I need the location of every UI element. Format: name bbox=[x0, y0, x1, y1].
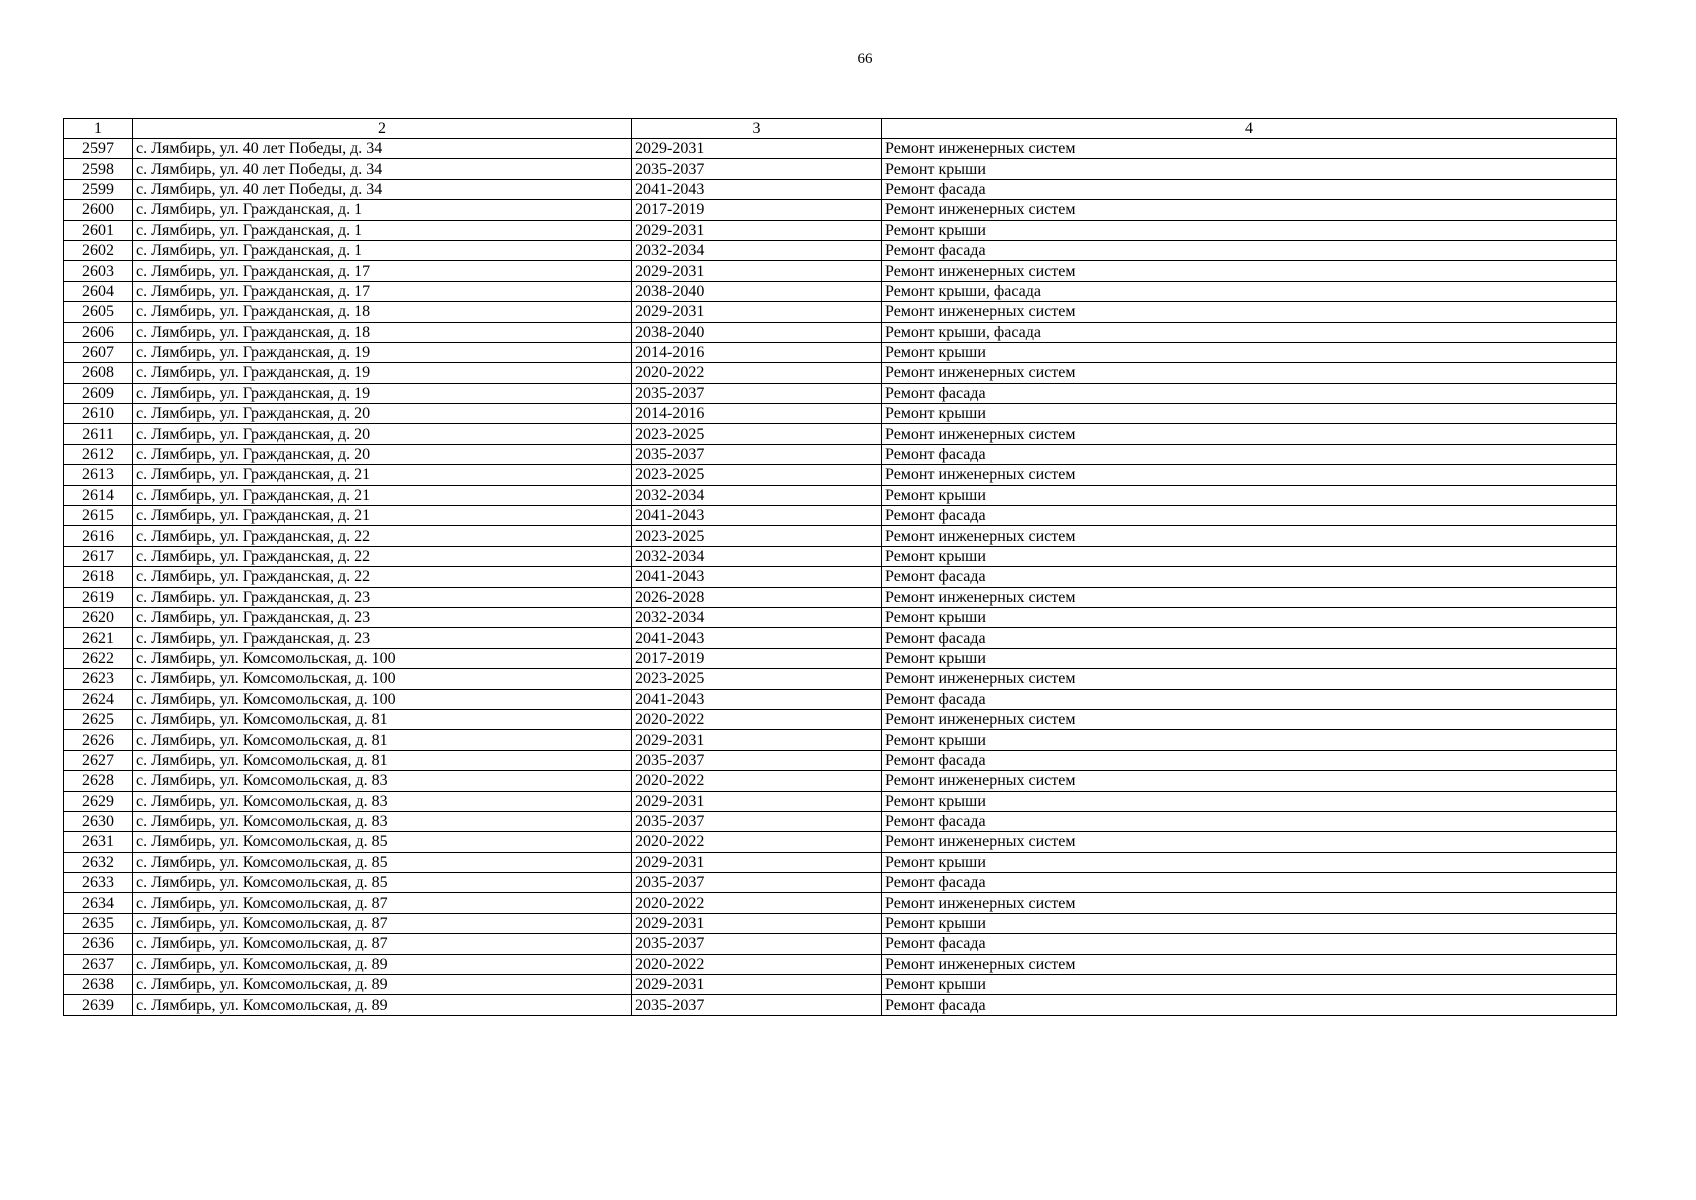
work-type-cell: Ремонт крыши, фасада bbox=[882, 281, 1617, 301]
row-number-cell: 2628 bbox=[64, 771, 133, 791]
period-cell: 2038-2040 bbox=[632, 322, 882, 342]
period-cell: 2029-2031 bbox=[632, 791, 882, 811]
period-cell: 2041-2043 bbox=[632, 628, 882, 648]
period-cell: 2035-2037 bbox=[632, 383, 882, 403]
address-cell: с. Лямбирь, ул. Комсомольская, д. 83 bbox=[133, 771, 632, 791]
table-row bbox=[64, 873, 1617, 893]
work-type-cell: Ремонт фасада bbox=[882, 444, 1617, 464]
row-number-cell: 2638 bbox=[64, 975, 133, 995]
row-number-cell: 2614 bbox=[64, 485, 133, 505]
row-number-cell: 2611 bbox=[64, 424, 133, 444]
table-row bbox=[64, 383, 1617, 403]
work-type-cell: Ремонт инженерных систем bbox=[882, 302, 1617, 322]
row-number-cell: 2608 bbox=[64, 363, 133, 383]
row-number-cell: 2600 bbox=[64, 200, 133, 220]
address-cell: с. Лямбирь, ул. Комсомольская, д. 87 bbox=[133, 893, 632, 913]
work-type-cell: Ремонт крыши bbox=[882, 648, 1617, 668]
address-cell: с. Лямбирь, ул. 40 лет Победы, д. 34 bbox=[133, 159, 632, 179]
row-number-cell: 2605 bbox=[64, 302, 133, 322]
repair-schedule-table bbox=[63, 118, 1617, 1016]
table-row bbox=[64, 567, 1617, 587]
row-number-cell: 2612 bbox=[64, 444, 133, 464]
row-number-cell: 2622 bbox=[64, 648, 133, 668]
work-type-cell: Ремонт инженерных систем bbox=[882, 200, 1617, 220]
address-cell: с. Лямбирь, ул. Гражданская, д. 17 bbox=[133, 261, 632, 281]
table-row bbox=[64, 506, 1617, 526]
column-header-2: 2 bbox=[133, 119, 632, 139]
address-cell: с. Лямбирь, ул. Гражданская, д. 17 bbox=[133, 281, 632, 301]
address-cell: с. Лямбирь, ул. Гражданская, д. 19 bbox=[133, 363, 632, 383]
table-row bbox=[64, 322, 1617, 342]
address-cell: с. Лямбирь, ул. Гражданская, д. 20 bbox=[133, 424, 632, 444]
address-cell: с. Лямбирь, ул. Гражданская, д. 23 bbox=[133, 628, 632, 648]
period-cell: 2023-2025 bbox=[632, 424, 882, 444]
work-type-cell: Ремонт инженерных систем bbox=[882, 709, 1617, 729]
work-type-cell: Ремонт крыши bbox=[882, 220, 1617, 240]
work-type-cell: Ремонт фасада bbox=[882, 506, 1617, 526]
table-row bbox=[64, 852, 1617, 872]
table-row bbox=[64, 607, 1617, 627]
table-row bbox=[64, 444, 1617, 464]
table-row bbox=[64, 220, 1617, 240]
work-type-cell: Ремонт инженерных систем bbox=[882, 363, 1617, 383]
work-type-cell: Ремонт крыши bbox=[882, 485, 1617, 505]
address-cell: с. Лямбирь, ул. Гражданская, д. 21 bbox=[133, 485, 632, 505]
table-body bbox=[64, 139, 1617, 1016]
address-cell: с. Лямбирь, ул. Комсомольская, д. 83 bbox=[133, 791, 632, 811]
row-number-cell: 2626 bbox=[64, 730, 133, 750]
address-cell: с. Лямбирь, ул. Комсомольская, д. 89 bbox=[133, 954, 632, 974]
row-number-cell: 2639 bbox=[64, 995, 133, 1015]
period-cell: 2014-2016 bbox=[632, 404, 882, 424]
address-cell: с. Лямбирь, ул. Гражданская, д. 1 bbox=[133, 200, 632, 220]
period-cell: 2029-2031 bbox=[632, 730, 882, 750]
row-number-cell: 2621 bbox=[64, 628, 133, 648]
table-row bbox=[64, 771, 1617, 791]
table-row bbox=[64, 709, 1617, 729]
address-cell: с. Лямбирь, ул. Комсомольская, д. 81 bbox=[133, 709, 632, 729]
address-cell: с. Лямбирь, ул. Комсомольская, д. 81 bbox=[133, 750, 632, 770]
work-type-cell: Ремонт фасада bbox=[882, 628, 1617, 648]
address-cell: с. Лямбирь, ул. Комсомольская, д. 100 bbox=[133, 689, 632, 709]
table-row bbox=[64, 526, 1617, 546]
row-number-cell: 2607 bbox=[64, 342, 133, 362]
row-number-cell: 2604 bbox=[64, 281, 133, 301]
row-number-cell: 2637 bbox=[64, 954, 133, 974]
row-number-cell: 2610 bbox=[64, 404, 133, 424]
period-cell: 2035-2037 bbox=[632, 811, 882, 831]
address-cell: с. Лямбирь, ул. Комсомольская, д. 81 bbox=[133, 730, 632, 750]
work-type-cell: Ремонт инженерных систем bbox=[882, 465, 1617, 485]
column-header-1: 1 bbox=[64, 119, 133, 139]
period-cell: 2029-2031 bbox=[632, 852, 882, 872]
address-cell: с. Лямбирь, ул. Гражданская, д. 20 bbox=[133, 404, 632, 424]
table-header-row bbox=[64, 119, 1617, 139]
work-type-cell: Ремонт фасада bbox=[882, 567, 1617, 587]
table-row bbox=[64, 240, 1617, 260]
work-type-cell: Ремонт фасада bbox=[882, 179, 1617, 199]
work-type-cell: Ремонт крыши bbox=[882, 342, 1617, 362]
address-cell: с. Лямбирь, ул. Гражданская, д. 23 bbox=[133, 607, 632, 627]
address-cell: с. Лямбирь, ул. Гражданская, д. 19 bbox=[133, 342, 632, 362]
period-cell: 2020-2022 bbox=[632, 832, 882, 852]
address-cell: с. Лямбирь, ул. Гражданская, д. 20 bbox=[133, 444, 632, 464]
table-row bbox=[64, 975, 1617, 995]
column-header-4: 4 bbox=[882, 119, 1617, 139]
work-type-cell: Ремонт крыши bbox=[882, 913, 1617, 933]
period-cell: 2020-2022 bbox=[632, 954, 882, 974]
period-cell: 2029-2031 bbox=[632, 220, 882, 240]
address-cell: с. Лямбирь, ул. Гражданская, д. 22 bbox=[133, 526, 632, 546]
table-row bbox=[64, 587, 1617, 607]
row-number-cell: 2619 bbox=[64, 587, 133, 607]
address-cell: с. Лямбирь, ул. Гражданская, д. 21 bbox=[133, 465, 632, 485]
period-cell: 2032-2034 bbox=[632, 485, 882, 505]
row-number-cell: 2599 bbox=[64, 179, 133, 199]
work-type-cell: Ремонт крыши bbox=[882, 852, 1617, 872]
column-header-3: 3 bbox=[632, 119, 882, 139]
row-number-cell: 2625 bbox=[64, 709, 133, 729]
period-cell: 2035-2037 bbox=[632, 873, 882, 893]
work-type-cell: Ремонт крыши bbox=[882, 404, 1617, 424]
period-cell: 2038-2040 bbox=[632, 281, 882, 301]
row-number-cell: 2634 bbox=[64, 893, 133, 913]
work-type-cell: Ремонт инженерных систем bbox=[882, 669, 1617, 689]
row-number-cell: 2602 bbox=[64, 240, 133, 260]
row-number-cell: 2616 bbox=[64, 526, 133, 546]
work-type-cell: Ремонт инженерных систем bbox=[882, 139, 1617, 159]
period-cell: 2020-2022 bbox=[632, 771, 882, 791]
table-row bbox=[64, 159, 1617, 179]
table-row bbox=[64, 730, 1617, 750]
period-cell: 2041-2043 bbox=[632, 567, 882, 587]
table-row bbox=[64, 832, 1617, 852]
row-number-cell: 2631 bbox=[64, 832, 133, 852]
work-type-cell: Ремонт инженерных систем bbox=[882, 832, 1617, 852]
work-type-cell: Ремонт инженерных систем bbox=[882, 424, 1617, 444]
table-row bbox=[64, 200, 1617, 220]
table-row bbox=[64, 404, 1617, 424]
period-cell: 2035-2037 bbox=[632, 444, 882, 464]
address-cell: с. Лямбирь, ул. Комсомольская, д. 85 bbox=[133, 832, 632, 852]
row-number-cell: 2601 bbox=[64, 220, 133, 240]
work-type-cell: Ремонт инженерных систем bbox=[882, 261, 1617, 281]
period-cell: 2014-2016 bbox=[632, 342, 882, 362]
period-cell: 2041-2043 bbox=[632, 689, 882, 709]
row-number-cell: 2624 bbox=[64, 689, 133, 709]
work-type-cell: Ремонт инженерных систем bbox=[882, 954, 1617, 974]
table-row bbox=[64, 893, 1617, 913]
period-cell: 2023-2025 bbox=[632, 669, 882, 689]
table-row bbox=[64, 363, 1617, 383]
period-cell: 2035-2037 bbox=[632, 934, 882, 954]
row-number-cell: 2629 bbox=[64, 791, 133, 811]
work-type-cell: Ремонт фасада bbox=[882, 934, 1617, 954]
address-cell: с. Лямбирь, ул. Комсомольская, д. 89 bbox=[133, 995, 632, 1015]
work-type-cell: Ремонт крыши bbox=[882, 791, 1617, 811]
table-row bbox=[64, 995, 1617, 1015]
row-number-cell: 2598 bbox=[64, 159, 133, 179]
work-type-cell: Ремонт крыши, фасада bbox=[882, 322, 1617, 342]
table-row bbox=[64, 465, 1617, 485]
work-type-cell: Ремонт фасада bbox=[882, 811, 1617, 831]
period-cell: 2035-2037 bbox=[632, 159, 882, 179]
period-cell: 2029-2031 bbox=[632, 139, 882, 159]
period-cell: 2017-2019 bbox=[632, 200, 882, 220]
address-cell: с. Лямбирь, ул. Комсомольская, д. 87 bbox=[133, 934, 632, 954]
work-type-cell: Ремонт фасада bbox=[882, 873, 1617, 893]
address-cell: с. Лямбирь. ул. Гражданская, д. 23 bbox=[133, 587, 632, 607]
row-number-cell: 2606 bbox=[64, 322, 133, 342]
row-number-cell: 2627 bbox=[64, 750, 133, 770]
work-type-cell: Ремонт крыши bbox=[882, 975, 1617, 995]
period-cell: 2029-2031 bbox=[632, 975, 882, 995]
address-cell: с. Лямбирь, ул. Гражданская, д. 21 bbox=[133, 506, 632, 526]
table-row bbox=[64, 424, 1617, 444]
address-cell: с. Лямбирь, ул. Гражданская, д. 1 bbox=[133, 220, 632, 240]
row-number-cell: 2633 bbox=[64, 873, 133, 893]
period-cell: 2017-2019 bbox=[632, 648, 882, 668]
address-cell: с. Лямбирь, ул. Комсомольская, д. 83 bbox=[133, 811, 632, 831]
address-cell: с. Лямбирь, ул. Комсомольская, д. 89 bbox=[133, 975, 632, 995]
work-type-cell: Ремонт крыши bbox=[882, 730, 1617, 750]
work-type-cell: Ремонт фасада bbox=[882, 750, 1617, 770]
period-cell: 2032-2034 bbox=[632, 240, 882, 260]
period-cell: 2029-2031 bbox=[632, 302, 882, 322]
period-cell: 2020-2022 bbox=[632, 709, 882, 729]
row-number-cell: 2613 bbox=[64, 465, 133, 485]
table-row bbox=[64, 811, 1617, 831]
period-cell: 2023-2025 bbox=[632, 526, 882, 546]
row-number-cell: 2603 bbox=[64, 261, 133, 281]
address-cell: с. Лямбирь, ул. Гражданская, д. 1 bbox=[133, 240, 632, 260]
address-cell: с. Лямбирь, ул. 40 лет Победы, д. 34 bbox=[133, 179, 632, 199]
table-row bbox=[64, 342, 1617, 362]
row-number-cell: 2636 bbox=[64, 934, 133, 954]
period-cell: 2029-2031 bbox=[632, 913, 882, 933]
row-number-cell: 2618 bbox=[64, 567, 133, 587]
table-row bbox=[64, 139, 1617, 159]
table-row bbox=[64, 913, 1617, 933]
table-row bbox=[64, 485, 1617, 505]
period-cell: 2020-2022 bbox=[632, 363, 882, 383]
address-cell: с. Лямбирь, ул. Комсомольская, д. 87 bbox=[133, 913, 632, 933]
table-row bbox=[64, 628, 1617, 648]
page-number: 66 bbox=[857, 51, 873, 67]
table-row bbox=[64, 302, 1617, 322]
work-type-cell: Ремонт фасада bbox=[882, 689, 1617, 709]
address-cell: с. Лямбирь, ул. Гражданская, д. 19 bbox=[133, 383, 632, 403]
table-row bbox=[64, 750, 1617, 770]
work-type-cell: Ремонт крыши bbox=[882, 159, 1617, 179]
period-cell: 2041-2043 bbox=[632, 179, 882, 199]
work-type-cell: Ремонт крыши bbox=[882, 546, 1617, 566]
address-cell: с. Лямбирь, ул. Гражданская, д. 18 bbox=[133, 322, 632, 342]
table-row bbox=[64, 261, 1617, 281]
row-number-cell: 2617 bbox=[64, 546, 133, 566]
table-row bbox=[64, 791, 1617, 811]
period-cell: 2029-2031 bbox=[632, 261, 882, 281]
table-row bbox=[64, 689, 1617, 709]
period-cell: 2035-2037 bbox=[632, 750, 882, 770]
row-number-cell: 2635 bbox=[64, 913, 133, 933]
table-row bbox=[64, 281, 1617, 301]
table-row bbox=[64, 934, 1617, 954]
address-cell: с. Лямбирь, ул. Комсомольская, д. 85 bbox=[133, 873, 632, 893]
table-row bbox=[64, 546, 1617, 566]
period-cell: 2032-2034 bbox=[632, 607, 882, 627]
period-cell: 2041-2043 bbox=[632, 506, 882, 526]
work-type-cell: Ремонт инженерных систем bbox=[882, 526, 1617, 546]
row-number-cell: 2597 bbox=[64, 139, 133, 159]
work-type-cell: Ремонт фасада bbox=[882, 240, 1617, 260]
table-row bbox=[64, 648, 1617, 668]
period-cell: 2026-2028 bbox=[632, 587, 882, 607]
address-cell: с. Лямбирь, ул. Гражданская, д. 18 bbox=[133, 302, 632, 322]
work-type-cell: Ремонт инженерных систем bbox=[882, 771, 1617, 791]
table-row bbox=[64, 669, 1617, 689]
address-cell: с. Лямбирь, ул. Комсомольская, д. 85 bbox=[133, 852, 632, 872]
row-number-cell: 2623 bbox=[64, 669, 133, 689]
address-cell: с. Лямбирь, ул. Комсомольская, д. 100 bbox=[133, 669, 632, 689]
table-row bbox=[64, 954, 1617, 974]
work-type-cell: Ремонт фасада bbox=[882, 995, 1617, 1015]
row-number-cell: 2620 bbox=[64, 607, 133, 627]
row-number-cell: 2630 bbox=[64, 811, 133, 831]
address-cell: с. Лямбирь, ул. Гражданская, д. 22 bbox=[133, 546, 632, 566]
work-type-cell: Ремонт крыши bbox=[882, 607, 1617, 627]
row-number-cell: 2632 bbox=[64, 852, 133, 872]
period-cell: 2035-2037 bbox=[632, 995, 882, 1015]
work-type-cell: Ремонт инженерных систем bbox=[882, 893, 1617, 913]
table-row bbox=[64, 179, 1617, 199]
row-number-cell: 2615 bbox=[64, 506, 133, 526]
period-cell: 2023-2025 bbox=[632, 465, 882, 485]
address-cell: с. Лямбирь, ул. Комсомольская, д. 100 bbox=[133, 648, 632, 668]
work-type-cell: Ремонт фасада bbox=[882, 383, 1617, 403]
row-number-cell: 2609 bbox=[64, 383, 133, 403]
period-cell: 2020-2022 bbox=[632, 893, 882, 913]
address-cell: с. Лямбирь, ул. Гражданская, д. 22 bbox=[133, 567, 632, 587]
address-cell: с. Лямбирь, ул. 40 лет Победы, д. 34 bbox=[133, 139, 632, 159]
work-type-cell: Ремонт инженерных систем bbox=[882, 587, 1617, 607]
period-cell: 2032-2034 bbox=[632, 546, 882, 566]
